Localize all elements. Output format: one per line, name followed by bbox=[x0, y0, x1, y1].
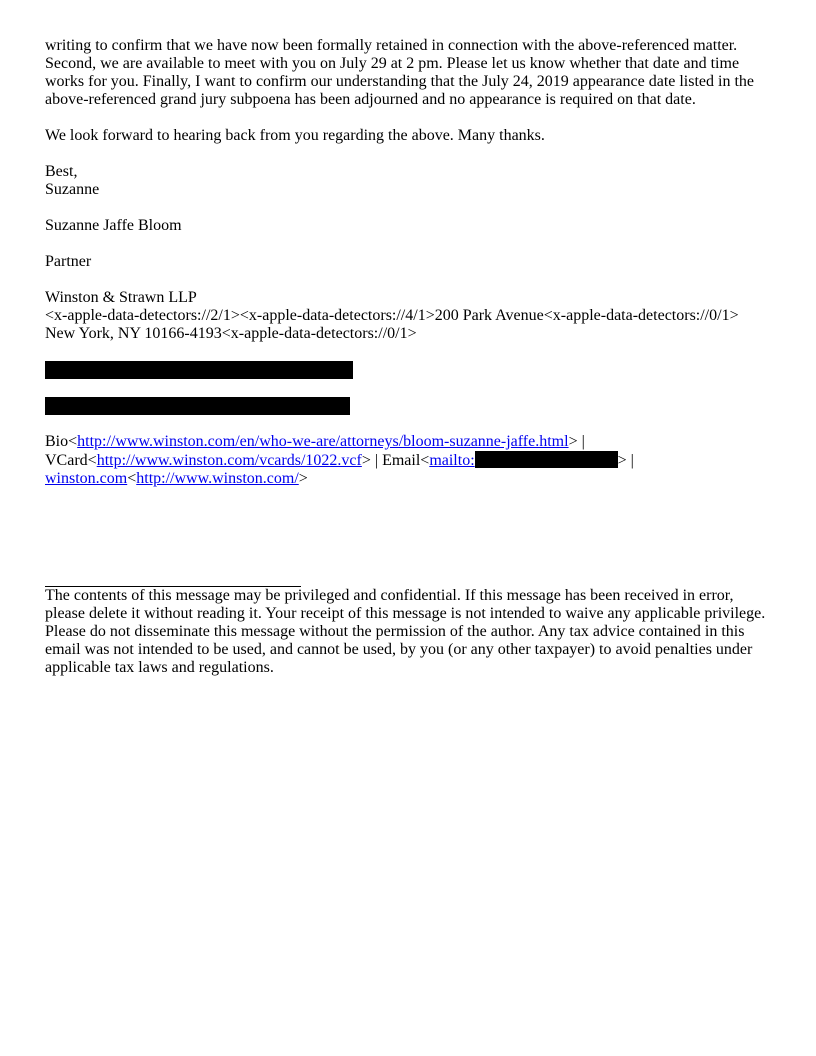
signature-address-line-2: New York, NY 10166-4193<x-apple-data-detectors://0/1> bbox=[45, 325, 417, 342]
email-document bbox=[45, 37, 785, 677]
body-paragraph-2: We look forward to hearing back from you regarding the above. Many thanks. bbox=[45, 127, 545, 144]
disclaimer-line: please delete it without reading it. Your receipt of this message is not intended to waive any applicable privilege. bbox=[45, 605, 766, 622]
redaction-bar-email bbox=[475, 451, 618, 468]
links-line-2 bbox=[45, 451, 785, 470]
spacer bbox=[45, 488, 785, 586]
spacer bbox=[45, 271, 785, 289]
mailto-link[interactable]: mailto: bbox=[429, 452, 475, 469]
spacer bbox=[45, 343, 785, 361]
body-line: works for you. Finally, I want to confirm our understanding that the July 24, 2019 appearance date listed in the bbox=[45, 73, 755, 90]
signature-name: Suzanne Jaffe Bloom bbox=[45, 217, 182, 234]
signature-address-line-1: <x-apple-data-detectors://2/1><x-apple-data-detectors://4/1>200 Park Avenue<x-apple-data-detectors://0/1> bbox=[45, 307, 739, 324]
body-paragraph-1 bbox=[45, 37, 785, 109]
disclaimer-line: The contents of this message may be privileged and confidential. If this message has been received in error, bbox=[45, 587, 734, 604]
redaction-bar-phone bbox=[45, 361, 353, 379]
sender-first-name: Suzanne bbox=[45, 181, 100, 198]
site-open: < bbox=[127, 470, 137, 487]
site-name-link[interactable]: winston.com bbox=[45, 470, 128, 487]
spacer bbox=[45, 199, 785, 217]
email-label: > | Email< bbox=[361, 452, 430, 469]
spacer bbox=[45, 109, 785, 127]
disclaimer bbox=[45, 587, 785, 677]
signature-firm: Winston & Strawn LLP bbox=[45, 289, 197, 306]
spacer bbox=[45, 145, 785, 163]
site-close: > bbox=[298, 470, 308, 487]
links-line-3 bbox=[45, 470, 785, 488]
bio-suffix: > | bbox=[568, 433, 585, 450]
closing: Best, bbox=[45, 163, 78, 180]
vcard-label: VCard< bbox=[45, 452, 97, 469]
bio-link[interactable]: http://www.winston.com/en/who-we-are/attorneys/bloom-suzanne-jaffe.html bbox=[77, 433, 569, 450]
body-line: writing to confirm that we have now been formally retained in connection with the above-referenced matter. bbox=[45, 37, 738, 54]
spacer bbox=[45, 415, 785, 433]
spacer bbox=[45, 235, 785, 253]
vcard-link[interactable]: http://www.winston.com/vcards/1022.vcf bbox=[96, 452, 362, 469]
disclaimer-line: applicable tax laws and regulations. bbox=[45, 659, 274, 676]
redaction-bar-fax bbox=[45, 397, 350, 415]
spacer bbox=[45, 379, 785, 397]
disclaimer-line: email was not intended to be used, and cannot be used, by you (or any other taxpayer) to avoid penalties under bbox=[45, 641, 753, 658]
bio-label: Bio< bbox=[45, 433, 78, 450]
signature-title: Partner bbox=[45, 253, 92, 270]
body-line: above-referenced grand jury subpoena has been adjourned and no appearance is required on that date. bbox=[45, 91, 696, 108]
site-url-link[interactable]: http://www.winston.com/ bbox=[136, 470, 299, 487]
body-line: Second, we are available to meet with you on July 29 at 2 pm. Please let us know whether that date and time bbox=[45, 55, 740, 72]
email-suffix: > | bbox=[617, 452, 634, 469]
signature-links bbox=[45, 433, 785, 488]
disclaimer-line: Please do not disseminate this message without the permission of the author. Any tax advice contained in this bbox=[45, 623, 745, 640]
links-line-1 bbox=[45, 433, 785, 451]
